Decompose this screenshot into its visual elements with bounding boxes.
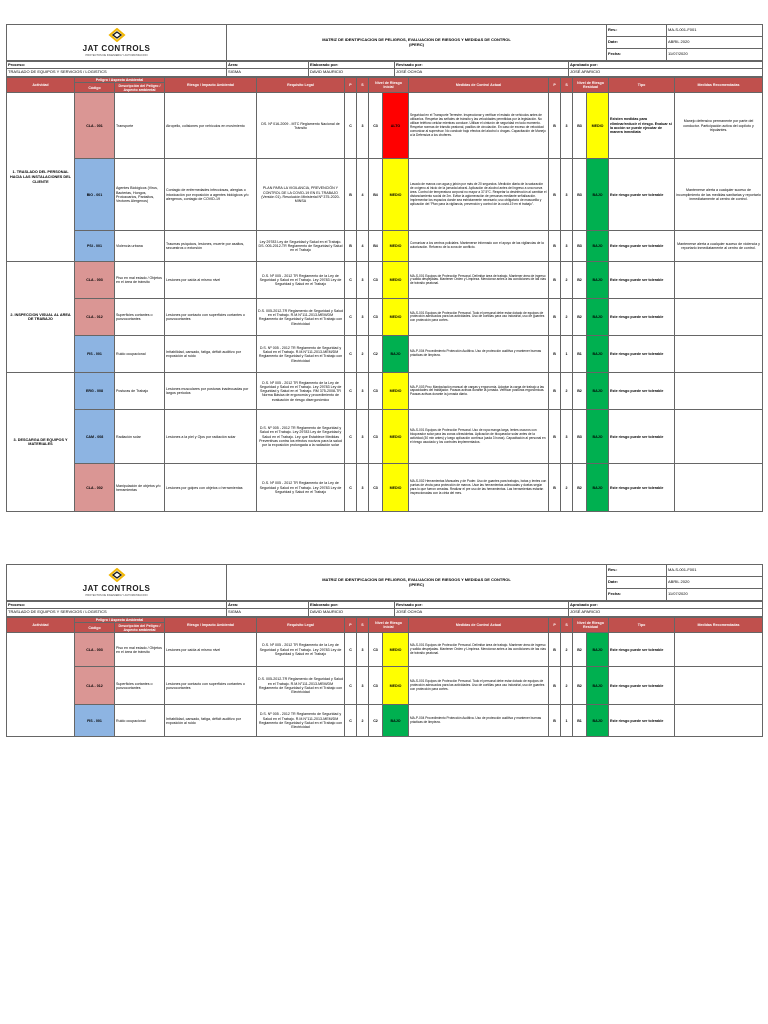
control-measures: MA-P-004 Procedimiento Protección Auditiva. Uso de protección auditiva y mantener buenas prácticas de limpieza.: [409, 336, 549, 373]
table-row: [7, 705, 763, 737]
doc-title-2: MATRIZ DE IDENTIFICACION DE PELIGROS, EVALUACION DE RIESGOS Y MEDIDAS DE CONTROL: [322, 576, 511, 582]
severity-initial: 3: [357, 299, 369, 336]
control-measures: MA-S-001 Equipos de Protección Personal. Uso de ropa manga larga, lentes oscuros con bloqueador solar para las zonas ultravioletas. Aplicación de bloqueador solar antes de la actividad (30 min antes) y luego aplicación continua (cada 3 horas). Capacitación al personal en el riesgo asociado y los controles implementados.: [409, 410, 549, 464]
legal-requirement: D.S. Nº 005 - 2012 TR Reglamento de la Ley de Seguridad y Salud en el Trabajo. Ley 29783 Ley de Seguridad y Salud en el Trabajo: [257, 633, 345, 667]
severity-initial: 2: [357, 705, 369, 737]
risk-description: Lesiones por contacto con superficies cortantes o punzocortantes: [165, 299, 257, 336]
legal-requirement: Ley 29783 Ley de Seguridad y Salud en el Trabajo. DS. 005-2012-TR Reglamento de Seguridad y Salud en el Trabajo: [257, 231, 345, 262]
probability-residual: B: [549, 410, 561, 464]
severity-residual: 2: [561, 633, 573, 667]
col-control: Medidas de Control Actual: [409, 78, 549, 93]
risk-level-initial: BAJO: [383, 705, 409, 737]
risk-level-initial: MEDIO: [383, 464, 409, 512]
col-p2: P: [549, 78, 561, 93]
table-row: [7, 231, 763, 262]
severity-initial: 4: [357, 159, 369, 231]
risk-level-residual: BAJO: [587, 336, 609, 373]
risk-type: Este riesgo puede ser tolerable: [609, 410, 675, 464]
severity-residual: 2: [561, 464, 573, 512]
fecha-value-2: 11/07/2020: [667, 589, 763, 601]
risk-score-initial: C3: [369, 299, 383, 336]
sheet-header-2: [6, 564, 763, 601]
recommended-measures: [675, 299, 763, 336]
probability-initial: C: [345, 93, 357, 159]
risk-score-residual: B2: [573, 262, 587, 299]
doc-subtitle: (IPERC): [409, 41, 424, 47]
risk-level-residual: BAJO: [587, 373, 609, 410]
hazard-description: Transporte: [115, 93, 165, 159]
col-codigo: Código: [75, 83, 115, 93]
activity-cell: 3. DESCARGA DE EQUIPOS Y MATERIALES: [7, 373, 75, 512]
recommended-measures: [675, 633, 763, 667]
risk-type: Este riesgo puede ser tolerable: [609, 299, 675, 336]
revisado-label-2: Revisado por:: [395, 602, 569, 609]
probability-residual: B: [549, 705, 561, 737]
risk-score-initial: C2: [369, 705, 383, 737]
revisado-value: JOSÉ OCHOA: [395, 69, 569, 77]
risk-level-residual: BAJO: [587, 159, 609, 231]
table-row: [7, 373, 763, 410]
risk-score-initial: B4: [369, 231, 383, 262]
risk-level-initial: MEDIO: [383, 410, 409, 464]
risk-level-initial: MEDIO: [383, 159, 409, 231]
table-row: [7, 93, 763, 159]
control-measures: MA-S-001 Equipos de Protección Personal. Todo el personal debe estar dotado de equipos de protección adecuados para las actividades. Uso de cortillas para uso industrial, uso de guantes con protección para cortes.: [409, 667, 549, 705]
recommended-measures: [675, 336, 763, 373]
probability-residual: B: [549, 231, 561, 262]
company-logo-2: [7, 565, 227, 601]
risk-level-initial: MEDIO: [383, 373, 409, 410]
recommended-measures: [675, 705, 763, 737]
risk-level-initial: BAJO: [383, 336, 409, 373]
proceso-value: TRASLADO DE EQUIPOS Y SERVICIOS / LOGISTICS: [7, 69, 227, 77]
legal-requirement: D.S. Nº 005 - 2012 TR Reglamento de la Ley de Seguridad y Salud en el Trabajo. Ley 29783 Ley de Seguridad y Salud en el Trabajo. RM 375-2008-TR Norma Básica de ergonomía y procedimiento de evaluación de riesgo disergonómico: [257, 373, 345, 410]
risk-description: Lesiones por contacto con superficies cortantes o punzocortantes: [165, 667, 257, 705]
risk-level-residual: BAJO: [587, 667, 609, 705]
control-measures: MA-S-001 Equipos de Protección Personal. Delimitar área de trabajo. Mantener área de ingreso y salida despejadas. Mantener Orden y Limpieza. Mencionar antes a las condiciones de las vías de tránsito peatonal.: [409, 262, 549, 299]
col-nivel-residual-2: Nivel de Riesgo Residual: [573, 618, 609, 633]
date-label: Date:: [607, 37, 667, 49]
hazard-code: FIS - 001: [75, 336, 115, 373]
control-measures: MA-S-001 Equipos de Protección Personal. Todo el personal debe estar dotado de equipos de protección adecuados para las actividades. Uso de cortillas para uso industrial, uso de guantes con protección para cortes.: [409, 299, 549, 336]
activity-cell: 1. TRASLADO DEL PERSONAL HACIA LAS INSTALACIONES DEL CLIENTE: [7, 93, 75, 262]
risk-score-residual: B3: [573, 159, 587, 231]
legal-requirement: DS. Nº 016-2009 - MTC Reglamento Nacional de Tránsito: [257, 93, 345, 159]
risk-description: Traumas psíquicos, lesiones, muerte por asaltos, secuestros o extorsión: [165, 231, 257, 262]
probability-initial: C: [345, 373, 357, 410]
col-s2: S: [561, 78, 573, 93]
col-tipo: Tipo: [609, 78, 675, 93]
risk-level-initial: MEDIO: [383, 231, 409, 262]
elaborado-value: DAVID MAURICIO: [309, 69, 395, 77]
risk-type: Este riesgo puede ser tolerable: [609, 633, 675, 667]
col-actividad-2: Actividad: [7, 618, 75, 633]
probability-initial: C: [345, 705, 357, 737]
severity-residual: 1: [561, 336, 573, 373]
col-s2-2: S: [561, 618, 573, 633]
hazard-code: BIO - 001: [75, 159, 115, 231]
risk-type: Este riesgo puede ser tolerable: [609, 336, 675, 373]
proceso-label-2: Proceso:: [7, 602, 227, 609]
risk-score-residual: B2: [573, 373, 587, 410]
risk-type: Este riesgo puede ser tolerable: [609, 373, 675, 410]
area-label: Área:: [227, 62, 309, 69]
risk-score-initial: C3: [369, 373, 383, 410]
col-peligro-group: Peligro / Aspecto Ambiental: [75, 78, 165, 83]
col-p-2: P: [345, 618, 357, 633]
risk-score-initial: C3: [369, 633, 383, 667]
table-row: [7, 410, 763, 464]
risk-type: Este riesgo puede ser tolerable: [609, 464, 675, 512]
severity-residual: 2: [561, 262, 573, 299]
elaborado-value-2: DAVID MAURICIO: [309, 609, 395, 617]
risk-description: Lesiones a la piel y Ojos por radiación solar: [165, 410, 257, 464]
probability-residual: B: [549, 262, 561, 299]
risk-description: Irritabilidad, cansado, fatiga, déficit auditivo por exposición al ruido: [165, 336, 257, 373]
logo-emblem-icon: [102, 568, 132, 582]
table-row: [7, 262, 763, 299]
col-riesgo-2: Riesgo / Impacto Ambiental: [165, 618, 257, 633]
severity-initial: 3: [357, 93, 369, 159]
risk-score-initial: C3: [369, 667, 383, 705]
risk-score-residual: B2: [573, 633, 587, 667]
legal-requirement: D.S. Nº 005 - 2012 TR Reglamento de Seguridad y Salud en el Trabajo. Ley 29783 Ley de Seguridad y Salud en el Trabajo. Ley que Establece Medidas Preventivas contra los efectos nocivos para la salud por la exposición prolongada a la radiación solar: [257, 410, 345, 464]
col-descripcion: Descripción del Peligro / Aspecto ambiental: [115, 83, 165, 93]
risk-score-residual: B2: [573, 299, 587, 336]
risk-level-initial: MEDIO: [383, 667, 409, 705]
iperc-sheet-1: [6, 24, 762, 512]
legal-requirement: D.S. 005-2012-TR Reglamento de Seguridad y Salud en el Trabajo. R.M.N°111-2013-MEM/DM Reglamento de Seguridad y Salud en el Trabajo con Electricidad: [257, 299, 345, 336]
risk-description: Lesiones por caída al mismo nivel: [165, 262, 257, 299]
col-riesgo: Riesgo / Impacto Ambiental: [165, 78, 257, 93]
area-label-2: Área:: [227, 602, 309, 609]
hazard-code: CLA - 001: [75, 93, 115, 159]
sheet-header: [6, 24, 763, 61]
table-row: [7, 159, 763, 231]
risk-description: Lesiones musculares por posturas inadecuadas por largos periodos: [165, 373, 257, 410]
col-nivel-residual: Nivel de Riesgo Residual: [573, 78, 609, 93]
hazard-code: CLA - 003: [75, 262, 115, 299]
col-control-2: Medidas de Control Actual: [409, 618, 549, 633]
hazard-description: Violencia urbana: [115, 231, 165, 262]
hazard-description: Ruido ocupacional: [115, 705, 165, 737]
table-row: [7, 299, 763, 336]
risk-score-residual: B3: [573, 93, 587, 159]
risk-score-initial: C3: [369, 410, 383, 464]
risk-score-residual: B2: [573, 667, 587, 705]
risk-level-residual: BAJO: [587, 633, 609, 667]
hazard-description: Agentes Biológicos (Virus, Bacterias, Hongos, Protozoarios, Parásitos, Vectores Alergenos): [115, 159, 165, 231]
risk-score-initial: C3: [369, 262, 383, 299]
hazard-code: CLA - 003: [75, 633, 115, 667]
table-row: [7, 667, 763, 705]
probability-initial: B: [345, 159, 357, 231]
rev-label: Rev.:: [607, 25, 667, 37]
risk-level-initial: ALTO: [383, 93, 409, 159]
severity-residual: 3: [561, 93, 573, 159]
risk-description: Atropello, colisiones por vehículos en movimiento: [165, 93, 257, 159]
risk-description: Contagio de enfermedades infecciosas, alergias o intoxicación por exposición a agentes biológicos y/o alergenos, contagio de COVID-19: [165, 159, 257, 231]
risk-type: Este riesgo puede ser tolerable: [609, 231, 675, 262]
risk-score-residual: B2: [573, 464, 587, 512]
rev-value-2: MA-S-001-F001: [667, 565, 763, 577]
legal-requirement: PLAN PARA LA VIGILANCIA, PREVENCIÓN Y CONTROL DE LA COVID-19 EN EL TRABAJO (Versión 01). Resolución Ministerial Nº 375-2020-MINSA: [257, 159, 345, 231]
severity-initial: 2: [357, 336, 369, 373]
proceso-value-2: TRASLADO DE EQUIPOS Y SERVICIOS / LOGISTICS: [7, 609, 227, 617]
iperc-table-2: [6, 617, 763, 737]
company-tagline: PROYECTOS DE INGENIERIA Y AUTOMATIZACION: [85, 53, 148, 57]
legal-requirement: D.S. Nº 005 - 2012 TR Reglamento de Seguridad y Salud en el Trabajo. R.M.N°111-2013-MEM/DM Reglamento de Seguridad y Salud en el Trabajo con Electricidad: [257, 336, 345, 373]
risk-score-initial: B4: [369, 159, 383, 231]
probability-residual: B: [549, 93, 561, 159]
company-name: JAT CONTROLS: [82, 44, 151, 54]
doc-subtitle-2: (IPERC): [409, 581, 424, 587]
recommended-measures: Mantenerse alerta a cualquier suceso de violencia y reportarlo inmediatamente al centro de control.: [675, 231, 763, 262]
recommended-measures: [675, 262, 763, 299]
probability-initial: C: [345, 633, 357, 667]
probability-initial: C: [345, 464, 357, 512]
risk-level-residual: BAJO: [587, 410, 609, 464]
control-measures: Lavado de manos con agua y jabón por más de 20 segundos. Medición diaria de la saturación de oxígeno al inicio de la jornada laboral. Aplicación de alcohol antes del ingreso a una nueva área. Control de temperatura corporal no mayor a 37.5°C. Respetar la desinfección al cambiar el distanciamiento social de 2m. Evitar la aglomeración de personas mediante señalización. Implementar los espacios donde sea estrictamente necesario; uso obligatorio de mascarilla y aplicación del "Plan para la vigilancia, prevención y control de la covid-19 en el trabajo".: [409, 159, 549, 231]
probability-residual: B: [549, 373, 561, 410]
risk-description: Lesiones por caída al mismo nivel: [165, 633, 257, 667]
severity-residual: 3: [561, 231, 573, 262]
hazard-description: Radiación solar: [115, 410, 165, 464]
table-row: [7, 633, 763, 667]
control-measures: Comunicar a los centros policiales. Mantenerse informado con el apoyo de las vigilancias de la autorización. Refuerzo de la zona de conflicto.: [409, 231, 549, 262]
company-tagline-2: PROYECTOS DE INGENIERIA Y AUTOMATIZACION: [85, 593, 148, 597]
col-requisito-2: Requisito Legal: [257, 618, 345, 633]
recommended-measures: Manejo defensivo permanente por parte del conductor. Participación activa del copiloto y tripulantes.: [675, 93, 763, 159]
col-actividad: Actividad: [7, 78, 75, 93]
date-value-2: ABRIL 2020: [667, 577, 763, 589]
doc-title-cell-2: [227, 565, 607, 601]
aprobado-value: JOSÉ APARICIO: [569, 69, 763, 77]
probability-initial: C: [345, 667, 357, 705]
col-recomendadas: Medidas Recomendadas: [675, 78, 763, 93]
probability-initial: C: [345, 262, 357, 299]
col-tipo-2: Tipo: [609, 618, 675, 633]
col-peligro-group-2: Peligro / Aspecto Ambiental: [75, 618, 165, 623]
severity-initial: 3: [357, 373, 369, 410]
probability-residual: B: [549, 667, 561, 705]
risk-level-initial: MEDIO: [383, 262, 409, 299]
activity-cell-empty: [7, 633, 75, 737]
probability-residual: B: [549, 336, 561, 373]
col-p: P: [345, 78, 357, 93]
legal-requirement: D.S. Nº 005 - 2012 TR Reglamento de Seguridad y Salud en el Trabajo. R.M.N°111-2013-MEM/DM Reglamento de Seguridad y Salud en el Trabajo con Electricidad: [257, 705, 345, 737]
recommended-measures: Mantenerse alerta a cualquier suceso de incumplimiento de las medidas sanitarias y reportarlo inmediatamente al centro de control.: [675, 159, 763, 231]
hazard-description: Ruido ocupacional: [115, 336, 165, 373]
aprobado-value-2: JOSÉ APARICIO: [569, 609, 763, 617]
aprobado-label: Aprobado por:: [569, 62, 763, 69]
date-label-2: Date:: [607, 577, 667, 589]
area-value-2: SIGMA: [227, 609, 309, 617]
control-measures: MA-P-003 Proc Manipulación manual de cargas y ergonomía. Adoptar la carga de trabajo a las capacidades del trabajador. Pausas activas durante la jornada. Verificar posturas ergonómicas. Pausas activas durante la jornada diaria.: [409, 373, 549, 410]
risk-level-initial: MEDIO: [383, 299, 409, 336]
severity-residual: 2: [561, 667, 573, 705]
doc-title: MATRIZ DE IDENTIFICACION DE PELIGROS, EVALUACION DE RIESGOS Y MEDIDAS DE CONTROL: [322, 36, 511, 42]
severity-residual: 3: [561, 410, 573, 464]
severity-initial: 3: [357, 667, 369, 705]
elaborado-label: Elaborado por:: [309, 62, 395, 69]
iperc-table: [6, 77, 763, 512]
probability-residual: B: [549, 464, 561, 512]
fecha-label: Fecha:: [607, 49, 667, 61]
risk-level-residual: BAJO: [587, 705, 609, 737]
hazard-code: FIS - 001: [75, 705, 115, 737]
severity-initial: 4: [357, 231, 369, 262]
risk-level-residual: BAJO: [587, 299, 609, 336]
col-descripcion-2: Descripción del Peligro / Aspecto ambiental: [115, 623, 165, 633]
hazard-description: Manipulación de objetos y/o herramientas: [115, 464, 165, 512]
severity-residual: 2: [561, 299, 573, 336]
risk-score-initial: C3: [369, 464, 383, 512]
severity-residual: 3: [561, 159, 573, 231]
hazard-description: Piso en mal estado / Objetos en el área de tránsito: [115, 262, 165, 299]
table-row: [7, 336, 763, 373]
risk-level-residual: BAJO: [587, 464, 609, 512]
hazard-description: Superficies cortantes o punzocortantes: [115, 667, 165, 705]
col-requisito: Requisito Legal: [257, 78, 345, 93]
hazard-code: ERG - 008: [75, 373, 115, 410]
aprobado-label-2: Aprobado por:: [569, 602, 763, 609]
hazard-code: PSI - 001: [75, 231, 115, 262]
risk-score-initial: C3: [369, 93, 383, 159]
probability-initial: C: [345, 336, 357, 373]
hazard-description: Posturas de Trabajo: [115, 373, 165, 410]
table-row: [7, 464, 763, 512]
legal-requirement: D.S. Nº 005 - 2012 TR Reglamento de la Ley de Seguridad y Salud en el Trabajo. Ley 29783 Ley de Seguridad y Salud en el Trabajo: [257, 464, 345, 512]
revisado-label: Revisado por:: [395, 62, 569, 69]
proceso-label: Proceso:: [7, 62, 227, 69]
severity-residual: 1: [561, 705, 573, 737]
activity-cell: 2. INSPECCION VISUAL AL AREA DE TRABAJO: [7, 262, 75, 373]
col-nivel-inicial: Nivel de Riesgo Inicial: [369, 78, 409, 93]
severity-initial: 3: [357, 633, 369, 667]
legal-requirement: D.S. 005-2012-TR Reglamento de Seguridad y Salud en el Trabajo. R.M.N°111-2013-MEM/DM Reglamento de Seguridad y Salud en el Trabajo con Electricidad: [257, 667, 345, 705]
risk-score-residual: B3: [573, 231, 587, 262]
hazard-code: CLA - 002: [75, 464, 115, 512]
risk-level-residual: BAJO: [587, 231, 609, 262]
doc-title-cell: [227, 25, 607, 61]
col-codigo-2: Código: [75, 623, 115, 633]
company-name-2: JAT CONTROLS: [82, 584, 151, 594]
hazard-code: CLA - 012: [75, 299, 115, 336]
severity-initial: 3: [357, 464, 369, 512]
risk-score-residual: B3: [573, 410, 587, 464]
probability-initial: B: [345, 231, 357, 262]
control-measures: MA-P-004 Procedimiento Protección Auditiva. Uso de protección auditiva y mantener buenas prácticas de limpieza.: [409, 705, 549, 737]
rev-value: MA-S-001-F001: [667, 25, 763, 37]
col-s: S: [357, 78, 369, 93]
risk-level-residual: BAJO: [587, 262, 609, 299]
recommended-measures: [675, 373, 763, 410]
col-p2-2: P: [549, 618, 561, 633]
risk-level-initial: MEDIO: [383, 633, 409, 667]
risk-type: Este riesgo puede ser tolerable: [609, 705, 675, 737]
probability-residual: B: [549, 159, 561, 231]
company-logo: [7, 25, 227, 61]
recommended-measures: [675, 464, 763, 512]
control-measures: MA-S-002 Herramientas Manuales y de Poder. Uso de guantes para trabajos, botas y lentes con puntas de viruta para protección de manos. Usar las herramientas adecuadas y duelas según para lo que fueron creadas. Realizar el pre uso de las herramientas. Las herramientas estarán inspeccionadas con la cinta del mes.: [409, 464, 549, 512]
risk-score-initial: C2: [369, 336, 383, 373]
fecha-label-2: Fecha:: [607, 589, 667, 601]
probability-residual: B: [549, 299, 561, 336]
iperc-sheet-2: [6, 564, 762, 737]
probability-initial: C: [345, 299, 357, 336]
severity-residual: 2: [561, 373, 573, 410]
hazard-code: CLA - 012: [75, 667, 115, 705]
legal-requirement: D.S. Nº 005 - 2012 TR Reglamento de la Ley de Seguridad y Salud en el Trabajo. Ley 29783 Ley de Seguridad y Salud en el Trabajo: [257, 262, 345, 299]
control-measures: MA-S-001 Equipos de Protección Personal. Delimitar área de trabajo. Mantener área de ingreso y salida despejadas. Mantener Orden y Limpieza. Mencionar antes a las condiciones de las vías de tránsito peatonal.: [409, 633, 549, 667]
logo-emblem-icon: [102, 28, 132, 42]
risk-type: Este riesgo puede ser tolerable: [609, 262, 675, 299]
risk-description: Irritabilidad, cansado, fatiga, déficit auditivo por exposición al ruido: [165, 705, 257, 737]
col-recomendadas-2: Medidas Recomendadas: [675, 618, 763, 633]
risk-level-residual: MEDIO: [587, 93, 609, 159]
risk-score-residual: B1: [573, 705, 587, 737]
risk-type: Este riesgo puede ser tolerable: [609, 159, 675, 231]
fecha-value: 11/07/2020: [667, 49, 763, 61]
recommended-measures: [675, 667, 763, 705]
risk-type: Existen medidas para eliminar/reducir el riesgo. Evaluar si la acción se puede ejecutar de manera inmediata: [609, 93, 675, 159]
area-value: SIGMA: [227, 69, 309, 77]
probability-residual: B: [549, 633, 561, 667]
hazard-description: Superficies cortantes o punzocortantes: [115, 299, 165, 336]
col-s-2: S: [357, 618, 369, 633]
probability-initial: C: [345, 410, 357, 464]
meta-row: [6, 61, 763, 77]
recommended-measures: [675, 410, 763, 464]
hazard-description: Piso en mal estado / Objetos en el área de tránsito: [115, 633, 165, 667]
revisado-value-2: JOSÉ OCHOA: [395, 609, 569, 617]
risk-type: Este riesgo puede ser tolerable: [609, 667, 675, 705]
rev-label-2: Rev.:: [607, 565, 667, 577]
severity-initial: 3: [357, 262, 369, 299]
col-nivel-inicial-2: Nivel de Riesgo Inicial: [369, 618, 409, 633]
hazard-code: CAM - 008: [75, 410, 115, 464]
risk-description: Lesiones por golpes con objetos o herramientas: [165, 464, 257, 512]
risk-score-residual: B1: [573, 336, 587, 373]
severity-initial: 3: [357, 410, 369, 464]
meta-row-2: [6, 601, 763, 617]
control-measures: Seguridad en el Transporte Terrestre. Inspeccionar y verificar el estado de vehículos antes de utilizarlos. Respetar las señales de tránsito y las velocidades permitidas por la legislación. No utilizar teléfono celular mientras conduce. Utilizar el cinturón de seguridad en todo momento. Respetar normas de tránsito peatonal, pasillos de circulación. En caso de exceso de velocidad comunicar al supervisor. No conducir bajo efectos del alcohol o drogas. Capacitación de Manejo a la Defensiva a los choferes.: [409, 93, 549, 159]
elaborado-label-2: Elaborado por:: [309, 602, 395, 609]
date-value: ABRIL 2020: [667, 37, 763, 49]
